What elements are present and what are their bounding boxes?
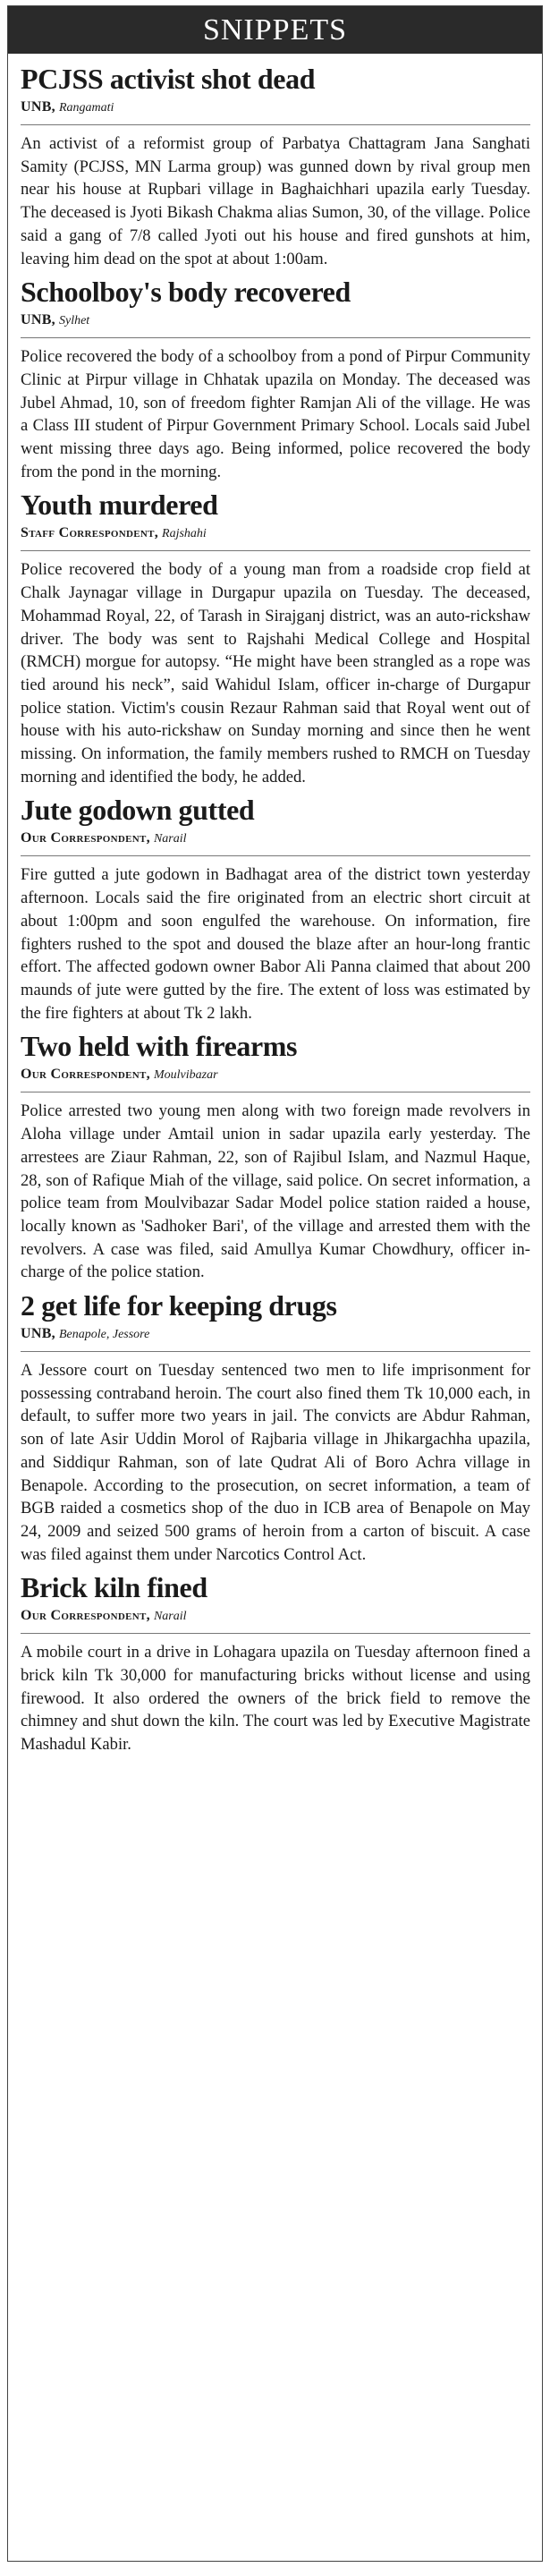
byline-place: Sylhet bbox=[58, 314, 90, 328]
byline-rule bbox=[21, 1633, 530, 1634]
story-byline bbox=[21, 828, 530, 850]
story-headline: PCJSS activist shot dead bbox=[21, 63, 316, 95]
byline-place: Rangamati bbox=[58, 101, 114, 115]
story-two-held-firearms bbox=[8, 1028, 542, 1284]
story-byline bbox=[21, 1323, 530, 1346]
byline-agency: UNB, bbox=[21, 1326, 55, 1342]
story-body: Fire gutted a jute godown in Badhagat area of the district town yesterday afternoon. Locals said the fire originated from an electric short circuit at about 1:00pm and soon engulfed the warehouse. On information, fire fighters rushed to the spot and doused the blaze after an hour-long frantic effort. The affected godown owner Babor Ali Panna claimed that about 200 maunds of jute were gutted by the fire. The extent of loss was estimated by the fire fighters at about Tk 2 lakh. bbox=[21, 865, 530, 1023]
byline-agency: UNB, bbox=[21, 99, 55, 115]
story-headline: Brick kiln fined bbox=[21, 1571, 207, 1604]
story-headline: Youth murdered bbox=[21, 489, 218, 522]
story-byline bbox=[21, 310, 530, 332]
byline-agency: Staff Correspondent, bbox=[21, 525, 159, 541]
story-youth-murdered bbox=[8, 487, 542, 788]
byline-rule bbox=[21, 1351, 530, 1352]
story-byline bbox=[21, 97, 530, 119]
story-jute-godown bbox=[8, 792, 542, 1024]
byline-rule bbox=[21, 855, 530, 856]
byline-rule bbox=[21, 337, 530, 338]
byline-agency: UNB, bbox=[21, 312, 55, 328]
story-headline: Two held with firearms bbox=[21, 1030, 298, 1063]
story-headline: Jute godown gutted bbox=[21, 794, 255, 827]
byline-rule bbox=[21, 550, 530, 551]
byline-place: Narail bbox=[153, 832, 187, 846]
byline-agency: Our Correspondent, bbox=[21, 1067, 150, 1083]
byline-place: Rajshahi bbox=[162, 527, 207, 541]
story-schoolboy-body bbox=[8, 274, 542, 483]
byline-agency: Our Correspondent, bbox=[21, 1608, 150, 1624]
story-body: An activist of a reformist group of Parbatya Chattagram Jana Sanghati Samity (PCJSS, MN Larma group) was gunned down by rival group men near his house at Rupbari village in Baghaichhari upazila early Tuesday. The deceased is Jyoti Bikash Chakma alias Sumon, 30, of the village. Police said a gang of 7/8 called Jyoti out his house and fired gunshots at him, leaving him dead on the spot at about 1:00am. bbox=[21, 134, 530, 268]
story-body: A mobile court in a drive in Lohagara upazila on Tuesday afternoon fined a brick kiln Tk 30,000 for manufacturing bricks without license and using firewood. It also ordered the owners of the brick field to remove the chimney and shut down the kiln. The court was led by Executive Magistrate Mashadul Kabir. bbox=[21, 1643, 530, 1755]
byline-place: Benapole, Jessore bbox=[58, 1328, 150, 1342]
byline-place: Moulvibazar bbox=[153, 1068, 218, 1083]
story-body: Police recovered the body of a young man from a roadside crop field at Chalk Jaynagar village in Durgapur upazila on Tuesday. The deceased, Mohammad Royal, 22, of Tarash in Sirajganj district, was an auto-rickshaw driver. The body was sent to Rajshahi Medical College and Hospital (RMCH) morgue for autopsy. “He might have been strangled as a rope was tied around his neck”, said Wahidul Islam, officer in-charge of Durgapur police station. Victim's cousin Rezaur Rahman said that Royal went out of house with his auto-rickshaw on Sunday morning and since then he went missing. On information, the family members rushed to RMCH on Tuesday morning and identified the body, he added. bbox=[21, 560, 530, 786]
story-byline bbox=[21, 523, 530, 545]
section-banner: SNIPPETS bbox=[8, 6, 542, 54]
byline-place: Narail bbox=[153, 1610, 187, 1624]
story-headline: 2 get life for keeping drugs bbox=[21, 1289, 337, 1322]
story-brick-kiln-fined bbox=[8, 1569, 542, 1756]
byline-agency: Our Correspondent, bbox=[21, 830, 150, 846]
byline-rule bbox=[21, 124, 530, 125]
story-life-for-drugs bbox=[8, 1288, 542, 1566]
story-body: Police recovered the body of a schoolboy from a pond of Pirpur Community Clinic at Pirpur village in Chhatak upazila on Monday. The deceased was Jubel Ahmad, 10, son of freedom fighter Ramjan Ali of the village. He was a Class III student of Pirpur Government Primary School. Locals said Jubel went missing three days ago. Being informed, police recovered the body from the pond in the morning. bbox=[21, 347, 530, 481]
story-byline bbox=[21, 1064, 530, 1086]
story-headline: Schoolboy's body recovered bbox=[21, 276, 351, 309]
story-pcjss-activist bbox=[8, 61, 542, 270]
story-body: Police arrested two young men along with two foreign made revolvers in Aloha village under Amtail union in sadar upazila early yesterday. The arrestees are Ziaur Rahman, 22, son of Rajibul Islam, and Nazmul Haque, 28, son of Rafique Miah of the village, said police. On secret information, a police team from Moulvibazar Sadar Model police station raided a house, locally known as 'Sadhoker Bari', of the village and arrested them with the revolvers. A case was filed, said Amullya Kumar Chowdhury, officer in-charge of the police station. bbox=[21, 1101, 530, 1282]
story-body: A Jessore court on Tuesday sentenced two men to life imprisonment for possessing contraband heroin. The court also fined them Tk 10,000 each, in default, to suffer more two years in jail. The convicts are Abdur Rahman, son of late Asir Uddin Morol of Rajbaria village in Jhikargachha upazila, and Siddiqur Rahman, son of late Qudrat Ali of Boro Achra village in Benapole. According to the prosecution, on secret information, a team of BGB raided a cosmetics shop of the duo in ICB area of Benapole on May 24, 2009 and seized 500 grams of heroin from a carton of biscuit. A case was filed against them under Narcotics Control Act. bbox=[21, 1361, 530, 1564]
story-byline bbox=[21, 1605, 530, 1628]
snippets-page bbox=[7, 5, 543, 2562]
